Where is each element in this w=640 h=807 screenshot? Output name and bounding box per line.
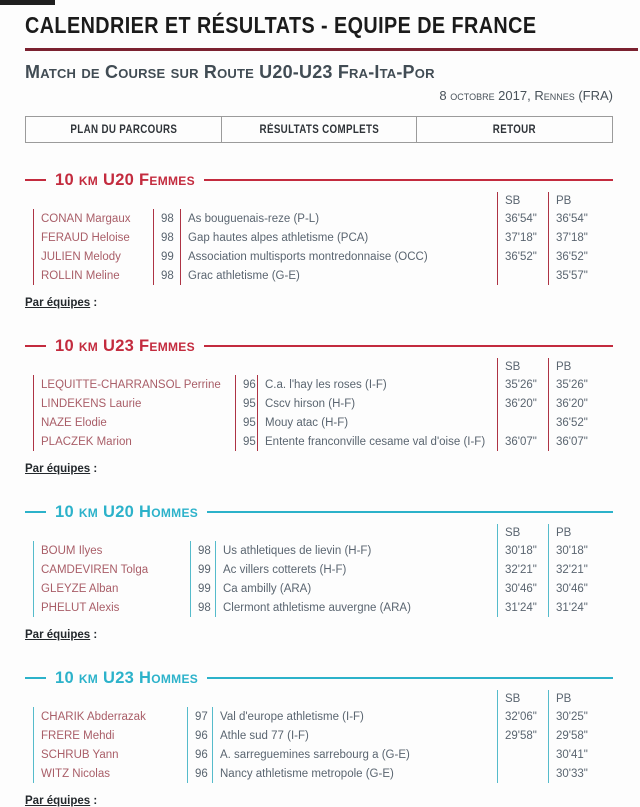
- personal-best: 36'20": [549, 394, 611, 413]
- screen-edge-artifact: [0, 0, 55, 5]
- birth-year: 95: [236, 394, 258, 413]
- col-pb: PB: [549, 192, 611, 209]
- personal-best: 35'26": [549, 375, 611, 394]
- club-name: C.a. l'hay les roses (I-F): [258, 375, 498, 394]
- retour-button[interactable]: RETOUR: [416, 117, 612, 142]
- col-name: [34, 690, 188, 707]
- resultats-complets-button[interactable]: RÉSULTATS COMPLETS: [221, 117, 417, 142]
- athlete-name-link[interactable]: PLACZEK Marion: [34, 432, 236, 451]
- event-title: Match de Course sur Route U20-U23 Fra-Ita-Por: [25, 62, 435, 82]
- par-equipes-label: Par équipes :: [25, 297, 98, 309]
- action-button-bar: [25, 116, 613, 143]
- col-club: [181, 192, 498, 209]
- result-row: [34, 707, 611, 726]
- results-header-row: [34, 690, 611, 707]
- col-sb: SB: [498, 192, 549, 209]
- col-name: [34, 358, 236, 375]
- result-row: [34, 247, 611, 266]
- athlete-name-link[interactable]: CAMDEVIREN Tolga: [34, 560, 191, 579]
- season-best: 30'18": [498, 541, 549, 560]
- club-name: Ac villers cotterets (H-F): [216, 560, 498, 579]
- result-row: [34, 726, 611, 745]
- club-name: Us athletiques de lievin (H-F): [216, 541, 498, 560]
- birth-year: 95: [236, 413, 258, 432]
- header-rule-right: [207, 511, 613, 513]
- personal-best: 36'07": [549, 432, 611, 451]
- season-best: [498, 764, 549, 783]
- results-table: [33, 690, 611, 783]
- result-row: [34, 560, 611, 579]
- personal-best: 30'18": [549, 541, 611, 560]
- club-name: Grac athletisme (G-E): [181, 266, 498, 285]
- section-u20-hommes: [25, 502, 613, 641]
- col-sb: SB: [498, 690, 549, 707]
- result-row: [34, 541, 611, 560]
- header-rule-right: [204, 179, 613, 181]
- result-row: [34, 579, 611, 598]
- event-date-location: 8 octobre 2017, Rennes (FRA): [439, 88, 613, 103]
- club-name: A. sarreguemines sarrebourg a (G-E): [213, 745, 498, 764]
- personal-best: 36'52": [549, 413, 611, 432]
- season-best: 37'18": [498, 228, 549, 247]
- col-year: [236, 358, 258, 375]
- results-table: [33, 358, 611, 451]
- athlete-name-link[interactable]: BOUM Ilyes: [34, 541, 191, 560]
- col-sb: SB: [498, 358, 549, 375]
- birth-year: 99: [191, 560, 216, 579]
- personal-best: 31'24": [549, 598, 611, 617]
- birth-year: 95: [236, 432, 258, 451]
- athlete-name-link[interactable]: GLEYZE Alban: [34, 579, 191, 598]
- club-name: Athle sud 77 (I-F): [213, 726, 498, 745]
- header-rule-right: [207, 677, 613, 679]
- personal-best: 29'58": [549, 726, 611, 745]
- club-name: Nancy athletisme metropole (G-E): [213, 764, 498, 783]
- club-name: Cscv hirson (H-F): [258, 394, 498, 413]
- page-title: [25, 4, 638, 51]
- col-year: [188, 690, 213, 707]
- athlete-name-link[interactable]: JULIEN Melody: [34, 247, 154, 266]
- result-row: [34, 432, 611, 451]
- birth-year: 96: [188, 745, 213, 764]
- personal-best: 36'52": [549, 247, 611, 266]
- par-equipes-label: Par équipes :: [25, 463, 98, 475]
- season-best: 36'07": [498, 432, 549, 451]
- birth-year: 96: [236, 375, 258, 394]
- result-row: [34, 209, 611, 228]
- club-name: Clermont athletisme auvergne (ARA): [216, 598, 498, 617]
- birth-year: 98: [191, 598, 216, 617]
- personal-best: 37'18": [549, 228, 611, 247]
- col-club: [258, 358, 498, 375]
- col-pb: PB: [549, 358, 611, 375]
- personal-best: 35'57": [549, 266, 611, 285]
- athlete-name-link[interactable]: FERAUD Heloise: [34, 228, 154, 247]
- par-equipes-label: Par équipes :: [25, 629, 98, 641]
- col-name: [34, 524, 191, 541]
- header-rule-left: [25, 511, 46, 513]
- personal-best: 30'46": [549, 579, 611, 598]
- header-rule-left: [25, 677, 46, 679]
- result-row: [34, 598, 611, 617]
- col-name: [34, 192, 154, 209]
- season-best: 30'46": [498, 579, 549, 598]
- birth-year: 97: [188, 707, 213, 726]
- birth-year: 96: [188, 764, 213, 783]
- personal-best: 36'54": [549, 209, 611, 228]
- result-row: [34, 413, 611, 432]
- club-name: Gap hautes alpes athletisme (PCA): [181, 228, 498, 247]
- col-year: [191, 524, 216, 541]
- section-title: 10 km U20 Femmes: [55, 171, 195, 189]
- personal-best: 30'25": [549, 707, 611, 726]
- results-table: [33, 192, 611, 285]
- club-name: As bouguenais-reze (P-L): [181, 209, 498, 228]
- birth-year: 98: [154, 209, 181, 228]
- season-best: 36'20": [498, 394, 549, 413]
- birth-year: 98: [154, 228, 181, 247]
- section-title: 10 km U20 Hommes: [55, 503, 199, 521]
- athlete-name-link[interactable]: ROLLIN Meline: [34, 266, 154, 285]
- section-header: [25, 170, 613, 190]
- athlete-name-link[interactable]: PHELUT Alexis: [34, 598, 191, 617]
- season-best: 36'54": [498, 209, 549, 228]
- birth-year: 99: [191, 579, 216, 598]
- season-best: [498, 266, 549, 285]
- athlete-name-link[interactable]: CONAN Margaux: [34, 209, 154, 228]
- result-row: [34, 266, 611, 285]
- col-pb: PB: [549, 524, 611, 541]
- col-pb: PB: [549, 690, 611, 707]
- col-year: [154, 192, 181, 209]
- results-header-row: [34, 192, 611, 209]
- season-best: 29'58": [498, 726, 549, 745]
- personal-best: 30'41": [549, 745, 611, 764]
- header-rule-right: [204, 345, 613, 347]
- season-best: 31'24": [498, 598, 549, 617]
- col-sb: SB: [498, 524, 549, 541]
- header-rule-left: [25, 179, 46, 181]
- section-header: [25, 668, 613, 688]
- birth-year: 98: [191, 541, 216, 560]
- season-best: 32'21": [498, 560, 549, 579]
- athlete-name-link[interactable]: NAZE Elodie: [34, 413, 236, 432]
- section-u23-femmes: [25, 336, 613, 475]
- season-best: 35'26": [498, 375, 549, 394]
- section-header: [25, 336, 613, 356]
- col-club: [213, 690, 498, 707]
- season-best: [498, 413, 549, 432]
- page-title-text: CALENDRIER ET RÉSULTATS - EQUIPE DE FRANCE: [25, 12, 537, 38]
- par-equipes-label: Par équipes :: [25, 795, 98, 807]
- birth-year: 98: [154, 266, 181, 285]
- result-row: [34, 394, 611, 413]
- result-row: [34, 375, 611, 394]
- results-table: [33, 524, 611, 617]
- result-row: [34, 745, 611, 764]
- birth-year: 99: [154, 247, 181, 266]
- col-club: [216, 524, 498, 541]
- personal-best: 32'21": [549, 560, 611, 579]
- club-name: Val d'europe athletisme (I-F): [213, 707, 498, 726]
- section-u20-femmes: [25, 170, 613, 309]
- athlete-name-link[interactable]: CHARIK Abderrazak: [34, 707, 188, 726]
- section-u23-hommes: [25, 668, 613, 807]
- season-best: 32'06": [498, 707, 549, 726]
- club-name: Ca ambilly (ARA): [216, 579, 498, 598]
- header-rule-left: [25, 345, 46, 347]
- results-header-row: [34, 524, 611, 541]
- result-row: [34, 764, 611, 783]
- personal-best: 30'33": [549, 764, 611, 783]
- athlete-name-link[interactable]: LEQUITTE-CHARRANSOL Perrine: [34, 375, 236, 394]
- club-name: Association multisports montredonnaise (OCC): [181, 247, 498, 266]
- birth-year: 96: [188, 726, 213, 745]
- club-name: Entente franconville cesame val d'oise (I-F): [258, 432, 498, 451]
- season-best: [498, 745, 549, 764]
- section-title: 10 km U23 Hommes: [55, 669, 199, 687]
- athlete-name-link[interactable]: WITZ Nicolas: [34, 764, 188, 783]
- section-title: 10 km U23 Femmes: [55, 337, 195, 355]
- season-best: 36'52": [498, 247, 549, 266]
- results-header-row: [34, 358, 611, 375]
- club-name: Mouy atac (H-F): [258, 413, 498, 432]
- section-header: [25, 502, 613, 522]
- result-row: [34, 228, 611, 247]
- plan-du-parcours-button[interactable]: PLAN DU PARCOURS: [69, 123, 177, 136]
- athlete-name-link[interactable]: SCHRUB Yann: [34, 745, 188, 764]
- athlete-name-link[interactable]: FRERE Mehdi: [34, 726, 188, 745]
- athlete-name-link[interactable]: LINDEKENS Laurie: [34, 394, 236, 413]
